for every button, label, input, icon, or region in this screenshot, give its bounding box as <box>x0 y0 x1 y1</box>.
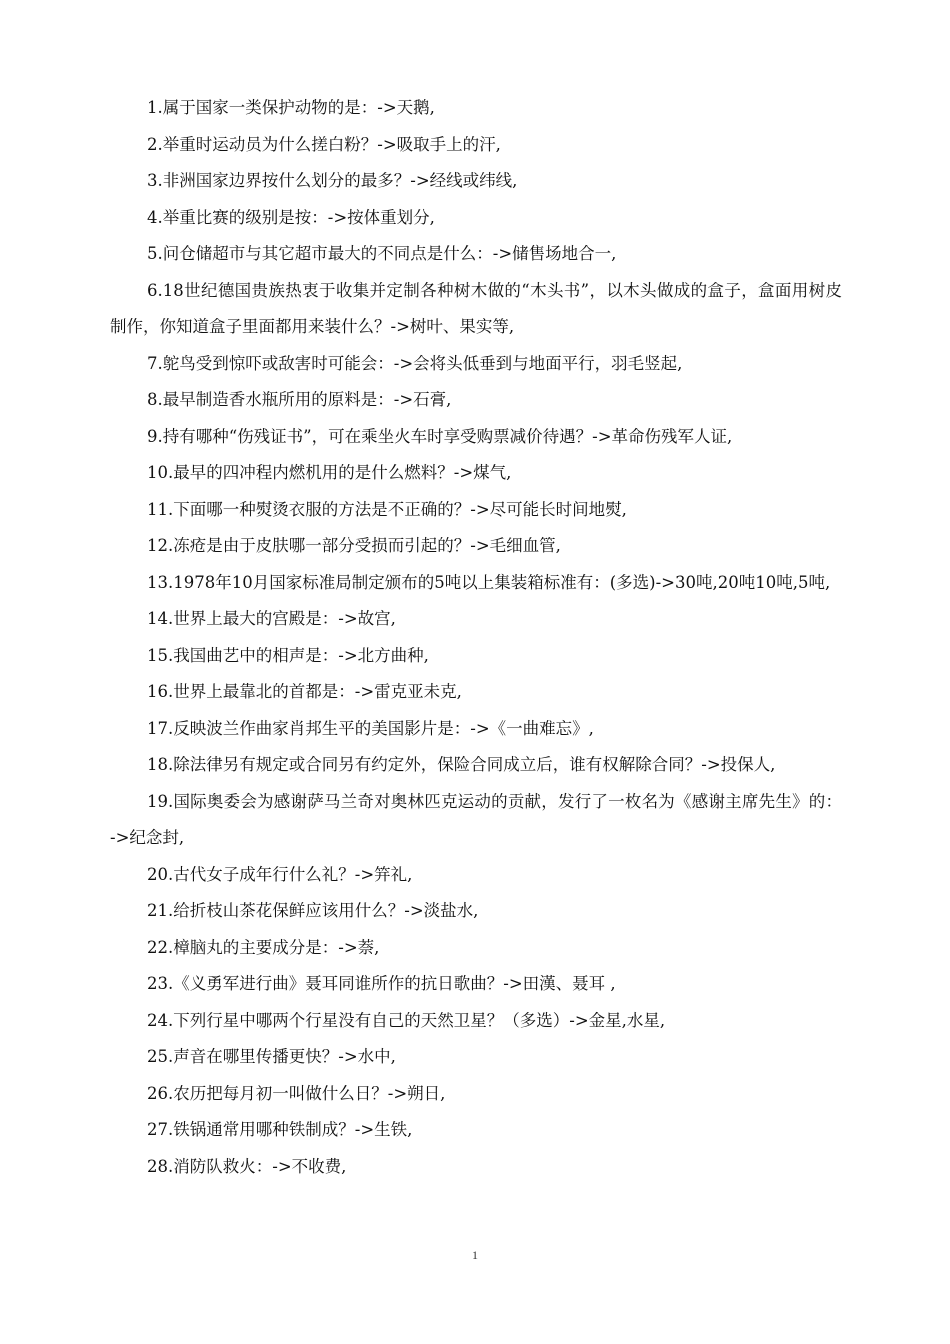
list-item: 20.古代女子成年行什么礼？->笄礼, <box>147 864 413 884</box>
list-item: 14.世界上最大的宫殿是：->故宫, <box>147 609 396 628</box>
list-item: 8.最早制造香水瓶所用的原料是：->石膏, <box>147 390 452 409</box>
list-item: 4.举重比赛的级别是按：->按体重划分, <box>147 207 435 227</box>
list-item: 19.国际奥委会为感谢萨马兰奇对奥林匹克运动的贡献，发行了一枚名为《感谢主席先生》的： ->纪念封, <box>110 791 842 847</box>
list-item: 24.下列行星中哪两个行星没有自己的天然卫星？（多选）->金星,水星, <box>147 1010 666 1030</box>
list-item: 27.铁锅通常用哪种铁制成？->生铁, <box>147 1120 413 1139</box>
list-item: 2.举重时运动员为什么搓白粉？->吸取手上的汗, <box>147 134 501 154</box>
list-item: 16.世界上最靠北的首都是：->雷克亚未克, <box>147 682 462 701</box>
list-item: 10.最早的四冲程内燃机用的是什么燃料？->煤气, <box>147 463 512 482</box>
question-list <box>110 90 842 1185</box>
list-item: 17.反映波兰作曲家肖邦生平的美国影片是：->《一曲难忘》, <box>147 718 594 738</box>
list-item: 21.给折枝山茶花保鲜应该用什么？->淡盐水, <box>147 901 479 920</box>
list-item: 26.农历把每月初一叫做什么日？->朔日, <box>147 1083 446 1103</box>
list-item: 12.冻疮是由于皮肤哪一部分受损而引起的？->毛细血管, <box>147 536 561 555</box>
list-item: 9.持有哪种“伤残证书”，可在乘坐火车时享受购票减价待遇？->革命伤残军人证, <box>147 426 733 446</box>
list-item: 1.属于国家一类保护动物的是：->天鹅, <box>147 98 435 117</box>
list-item: 13.1978年10月国家标准局制定颁布的5吨以上集装箱标准有：(多选)->30吨,20吨10吨,5吨, <box>147 572 831 592</box>
list-item: 22.樟脑丸的主要成分是：->萘, <box>147 937 380 957</box>
list-item: 28.消防队救火：->不收费, <box>147 1156 347 1176</box>
list-item: 3.非洲国家边界按什么划分的最多？->经线或纬线, <box>147 171 518 190</box>
list-item: 6.18世纪德国贵族热衷于收集并定制各种树木做的“木头书”，以木头做成的盒子，盒面用树皮制作，你知道盒子里面都用来装什么？->树叶、果实等, <box>110 280 842 336</box>
list-item: 15.我国曲艺中的相声是：->北方曲种, <box>147 645 429 665</box>
page-number: 1 <box>472 1248 478 1262</box>
list-item: 11.下面哪一种熨烫衣服的方法是不正确的？->尽可能长时间地熨, <box>147 499 627 519</box>
list-item: 18.除法律另有规定或合同另有约定外，保险合同成立后，谁有权解除合同？->投保人, <box>147 755 776 774</box>
list-item: 5.问仓储超市与其它超市最大的不同点是什么：->储售场地合一, <box>147 244 617 263</box>
list-item: 23.《义勇军进行曲》聂耳同谁所作的抗日歌曲？->田漢、聂耳 , <box>147 974 616 993</box>
list-item: 7.鸵鸟受到惊吓或敌害时可能会：->会将头低垂到与地面平行，羽毛竖起, <box>147 353 683 373</box>
list-item: 25.声音在哪里传播更快？->水中, <box>147 1047 396 1066</box>
